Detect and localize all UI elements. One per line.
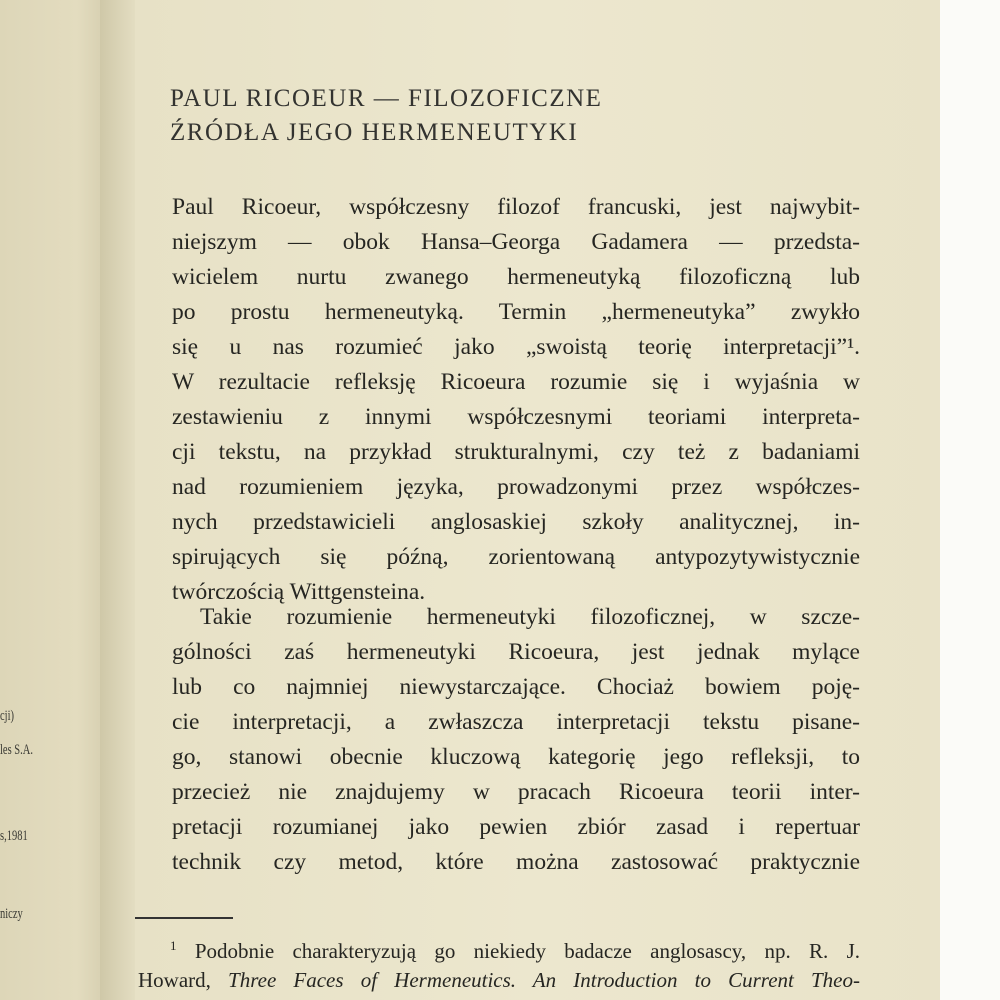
footnote-title: Three Faces of Hermeneutics. An Introduction to Current Theo- bbox=[228, 968, 860, 992]
left-page-fragment: s,1981 bbox=[0, 828, 28, 844]
footnote-rule bbox=[135, 917, 233, 919]
text-line: po prostu hermeneutyką. Termin „hermeneutyka” zwykło bbox=[172, 299, 860, 325]
footnote-line bbox=[138, 928, 860, 963]
heading-line: PAUL RICOEUR — FILOZOFICZNE bbox=[170, 85, 603, 112]
text-line: cji tekstu, na przykład strukturalnymi, czy też z badaniami bbox=[172, 439, 860, 465]
chapter-heading bbox=[170, 82, 602, 150]
footnote-text: Podobnie charakteryzują go niekiedy badacze anglosascy, np. R. J. bbox=[194, 939, 861, 963]
left-page-fragment: les S.A. bbox=[0, 742, 33, 758]
heading-line: ŹRÓDŁA JEGO HERMENEUTYKI bbox=[170, 119, 579, 146]
paragraph-1 bbox=[172, 190, 860, 610]
text-line: lub co najmniej niewystarczające. Chociaż bowiem poję- bbox=[172, 674, 860, 700]
text-line: zestawieniu z innymi współczesnymi teoriami interpreta- bbox=[172, 404, 860, 430]
paragraph-2 bbox=[172, 600, 860, 880]
text-line: Paul Ricoeur, współczesny filozof francuski, jest najwybit- bbox=[172, 194, 860, 220]
text-line: się u nas rozumieć jako „swoistą teorię interpretacji”¹. bbox=[172, 334, 860, 360]
text-line: niejszym — obok Hansa–Georga Gadamera — przedsta- bbox=[172, 229, 860, 255]
text-line: wicielem nurtu zwanego hermeneutyką filozoficzną lub bbox=[172, 264, 860, 290]
text-line: nych przedstawicieli anglosaskiej szkoły analitycznej, in- bbox=[172, 509, 860, 535]
left-page bbox=[0, 0, 110, 1000]
footnote bbox=[138, 928, 860, 998]
text-line: gólności zaś hermeneutyki Ricoeura, jest jednak mylące bbox=[172, 639, 860, 665]
left-page-fragment: cji) bbox=[0, 708, 14, 724]
text-line: go, stanowi obecnie kluczową kategorię jego refleksji, to bbox=[172, 744, 860, 770]
text-line: W rezultacie refleksję Ricoeura rozumie się i wyjaśnia w bbox=[172, 369, 860, 395]
text-line: twórczością Wittgensteina. bbox=[172, 579, 426, 605]
text-line: cie interpretacji, a zwłaszcza interpretacji tekstu pisane- bbox=[172, 709, 860, 735]
book-gutter bbox=[100, 0, 140, 1000]
text-line: spirujących się późną, zorientowaną antypozytywistycznie bbox=[172, 544, 860, 570]
text-line: nad rozumieniem języka, prowadzonymi przez współczes- bbox=[172, 474, 860, 500]
text-line: Takie rozumienie hermeneutyki filozoficznej, w szcze- bbox=[200, 604, 860, 630]
footnote-line bbox=[138, 963, 860, 998]
text-line: przecież nie znajdujemy w pracach Ricoeura teorii inter- bbox=[172, 779, 860, 805]
left-page-fragment: niczy bbox=[0, 906, 23, 922]
footnote-author: Howard, bbox=[138, 968, 229, 992]
text-line: technik czy metod, które można zastosować praktycznie bbox=[172, 849, 860, 875]
text-line: pretacji rozumianej jako pewien zbiór zasad i repertuar bbox=[172, 814, 860, 840]
footnote-marker: 1 bbox=[170, 938, 177, 953]
